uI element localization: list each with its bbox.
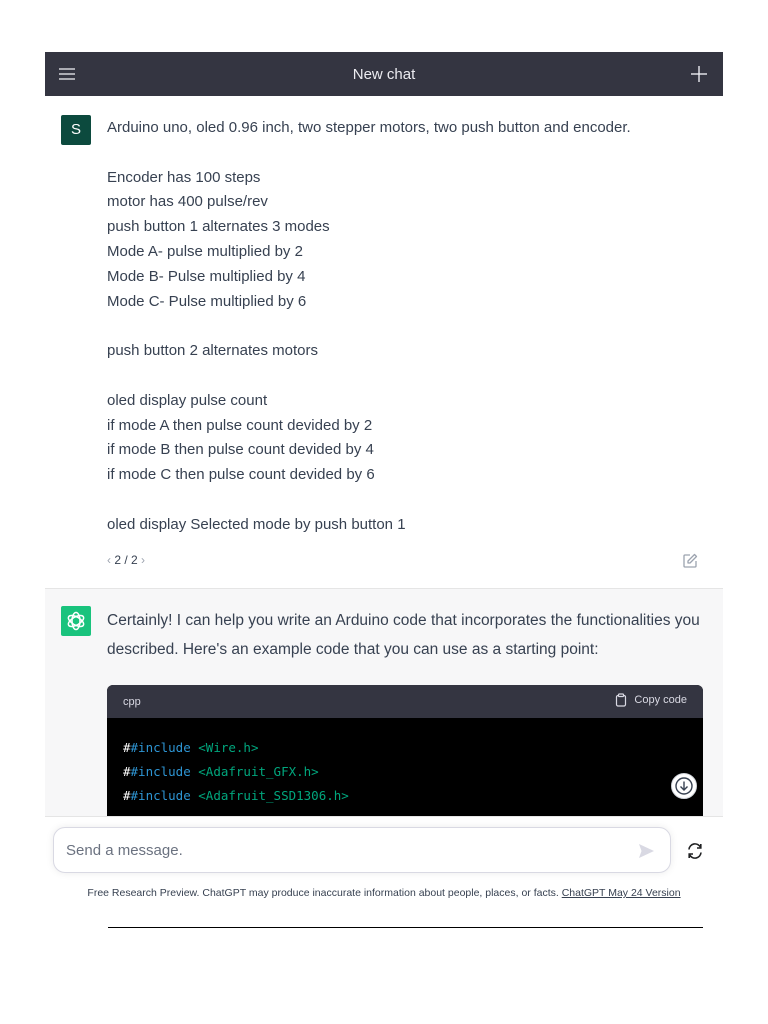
copy-code-button[interactable] [614,693,687,707]
arrow-down-icon [672,774,696,798]
message-pager [107,553,145,567]
send-icon[interactable] [636,841,656,861]
copy-code-label: Copy code [634,694,687,706]
plus-icon[interactable] [689,64,709,84]
code-line: ##include <Adafruit_SSD1306.h> [123,788,349,803]
assistant-message-text: Certainly! I can help you write an Arduino code that incorporates the functionalities you described. Here's an example code that you can use as a starting point: [107,612,700,658]
pager-prev-button[interactable]: ‹ [107,553,111,567]
disclaimer-text: Free Research Preview. ChatGPT may produce inaccurate information about people, places, or facts. [87,887,562,899]
scroll-to-bottom-button[interactable] [671,773,697,799]
user-message [45,96,723,589]
version-link[interactable]: ChatGPT May 24 Version [561,887,681,899]
code-include-value: <Adafruit_GFX.h> [198,764,319,779]
code-directive: #include [130,788,191,803]
code-line: ##include <Wire.h> [123,740,259,755]
code-include-value: <Wire.h> [198,740,259,755]
code-directive: #include [130,764,191,779]
clipboard-icon [614,693,628,707]
code-body [107,718,703,808]
refresh-icon[interactable] [685,841,705,861]
pager-next-button[interactable]: › [141,553,146,567]
pager-label: 2 / 2 [114,553,138,567]
openai-logo-icon [61,606,91,636]
code-include-value: <Adafruit_SSD1306.h> [198,788,349,803]
disclaimer-footer [65,884,703,902]
user-avatar: S [61,115,91,145]
top-bar [45,52,723,96]
message-input-box [53,827,671,873]
code-directive: #include [130,740,191,755]
chat-app [45,52,723,927]
message-composer [45,816,723,927]
message-input[interactable] [66,828,626,872]
edit-icon[interactable] [681,552,699,570]
code-line: ##include <Adafruit_GFX.h> [123,764,319,779]
assistant-avatar [61,606,91,636]
divider [108,927,703,928]
code-language-label: cpp [123,696,141,708]
page-title: New chat [352,66,416,83]
user-message-text: Arduino uno, oled 0.96 inch, two stepper motors, two push button and encoder. Encoder has 100 steps motor has 400 pulse/rev push button 1 alternates 3 modes Mode A- pulse multiplied by 2 Mode B- Pulse multiplied by 4 Mode C- Pulse multiplied by 6 push button 2 alternates motors oled display pulse count if mode A then pulse count devided by 2 if mode B then pulse count devided by 4 if mode C then pulse count devided by 6 oled display Selected mode by push button 1 [107,119,631,533]
code-block-header [107,685,703,718]
